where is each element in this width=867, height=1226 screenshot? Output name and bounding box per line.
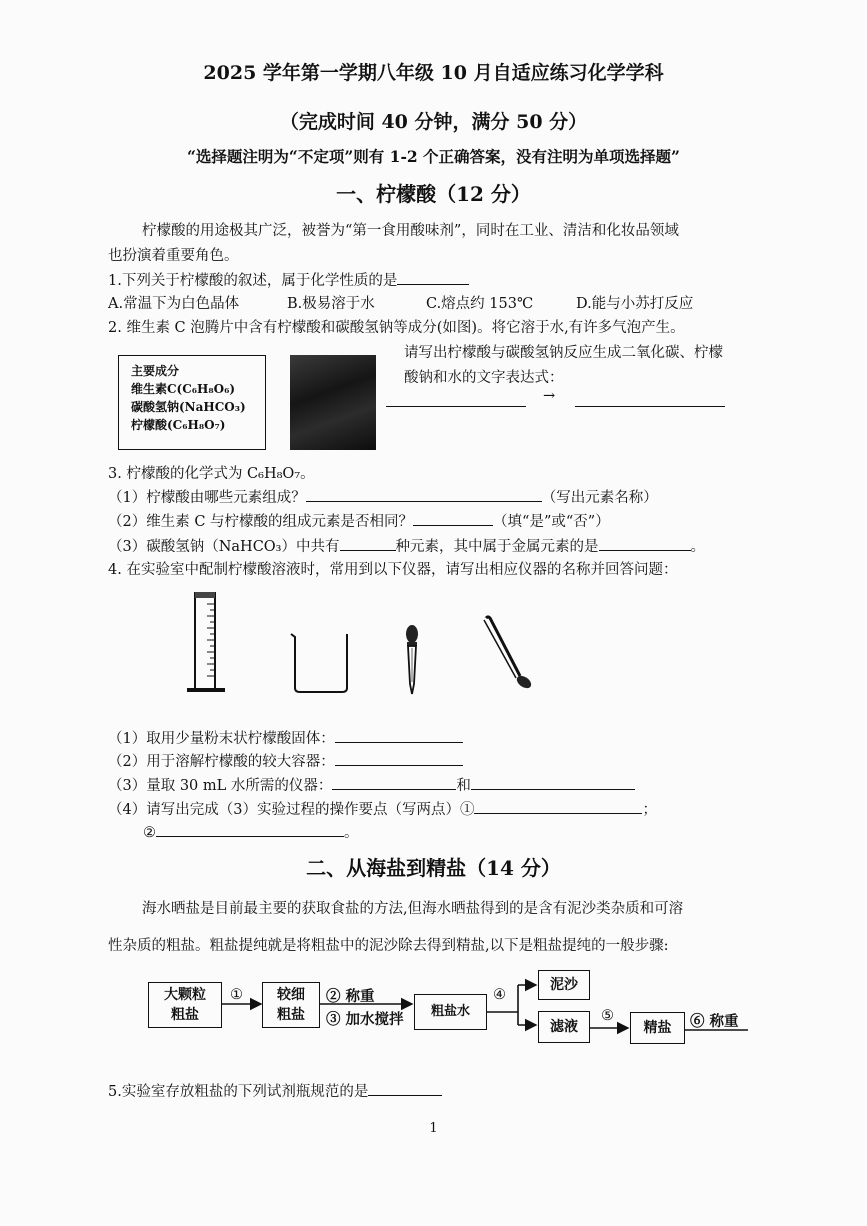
ingredient-citric-acid: 柠檬酸(C₆H₈O₇): [131, 418, 226, 432]
instructions-note: “选择题注明为“不定项”则有 1-2 个正确答案，没有注明为单项选择题”: [187, 147, 680, 166]
answer-blank-q5[interactable]: [368, 1081, 442, 1096]
q4-sub-3-text: （3）量取 30 mL 水所需的仪器：: [108, 778, 333, 794]
q3-sub-1-hint: （写出元素名称）: [541, 490, 658, 506]
question-5: [108, 1080, 442, 1101]
section-2-heading: 二、从海盐到精盐（14 分）: [306, 856, 561, 880]
flow-box-salt-water: 粗盐水: [414, 994, 487, 1030]
flow-box-coarse-salt-line1: 大颗粒: [164, 987, 206, 1003]
q1-option-d: D.能与小苏打反应: [576, 296, 694, 312]
q4-sub-1-text: （1）取用少量粉末状柠檬酸固体：: [108, 731, 335, 747]
flow-box-fine-salt-line2: 粗盐: [277, 1007, 305, 1023]
question-3-stem: 3. 柠檬酸的化学式为 C₆H₈O₇。: [108, 466, 315, 482]
q3-sub-3-end: 。: [690, 539, 705, 555]
q1-option-b: B.极易溶于水: [287, 296, 375, 312]
flow-box-coarse-salt: [148, 982, 222, 1028]
flow-box-fine-salt-line1: 较细: [277, 987, 305, 1003]
question-2-prompt-line1: 请写出柠檬酸与碳酸氢钠反应生成二氧化碳、柠檬: [404, 345, 723, 361]
q3-sub-3-text2: 种元素，其中属于金属元素的是: [395, 539, 599, 555]
flow-step-4: ④: [493, 987, 506, 1003]
q1-option-c: C.熔点约 153℃: [426, 296, 534, 312]
flow-box-fine-salt: [262, 982, 320, 1028]
q1-option-a: A.常温下为白色晶体: [108, 296, 240, 312]
flow-step-2-weigh: ② 称重: [326, 988, 375, 1005]
q4-sub-4-text: （4）请写出完成（3）实验过程的操作要点（写两点）①: [108, 802, 475, 818]
question-4-stem: 4. 在实验室中配制柠檬酸溶液时，常用到以下仪器，请写出相应仪器的名称并回答问题：: [108, 562, 678, 578]
question-5-stem: 5.实验室存放粗盐的下列试剂瓶规范的是: [108, 1084, 369, 1100]
q3-sub-2-text: （2）维生素 C 与柠檬酸的组成元素是否相同？: [108, 514, 414, 530]
flow-step-3-dissolve: ③ 加水搅拌: [326, 1011, 404, 1028]
q4-sub-3-and: 和: [456, 778, 471, 794]
q3-sub-3-text: （3）碳酸氢钠（NaHCO₃）中共有: [108, 539, 340, 555]
q4-sub-4-circle2: ②: [143, 825, 156, 841]
flow-box-sediment: 泥沙: [538, 970, 590, 1000]
question-2-stem: 2. 维生素 C 泡腾片中含有柠檬酸和碳酸氢钠等成分(如图)。将它溶于水,有许多气泡产生。: [108, 320, 685, 336]
question-2-prompt-line2: 酸钠和水的文字表达式：: [404, 370, 564, 386]
section-2-intro-line2: 性杂质的粗盐。粗盐提纯就是将粗盐中的泥沙除去得到精盐,以下是粗盐提纯的一般步骤:: [108, 938, 669, 954]
flow-step-5: ⑤: [601, 1008, 614, 1024]
ingredient-sodium-bicarbonate: 碳酸氢钠(NaHCO₃): [131, 400, 246, 414]
q3-sub-2-hint: （填“是”或“否”）: [493, 514, 610, 530]
page-subtitle: （完成时间 40 分钟，满分 50 分）: [279, 111, 588, 133]
section-1-intro-line2: 也扮演着重要角色。: [108, 248, 239, 264]
question-1-stem: 1.下列关于柠檬酸的叙述，属于化学性质的是: [108, 273, 398, 289]
flow-step-6-weigh: ⑥ 称重: [690, 1013, 739, 1030]
section-1-intro-line1: 柠檬酸的用途极其广泛，被誉为“第一食用酸味剂”，同时在工业、清洁和化妆品领域: [142, 223, 679, 239]
flow-box-coarse-salt-line2: 粗盐: [171, 1007, 199, 1023]
reaction-arrow: →: [543, 388, 556, 404]
flow-step-1: ①: [230, 987, 243, 1003]
section-1-heading: 一、柠檬酸（12 分）: [336, 182, 531, 206]
ingredient-vitamin-c: 维生素C(C₆H₈O₆): [131, 382, 236, 396]
q3-sub-1-text: （1）柠檬酸由哪些元素组成？: [108, 490, 306, 506]
flow-box-refined-salt: 精盐: [630, 1012, 685, 1044]
page-title: 2025 学年第一学期八年级 10 月自适应练习化学学科: [203, 62, 664, 84]
page-number: 1: [429, 1121, 438, 1136]
q4-sub-4-semicolon: ；: [642, 802, 657, 818]
q4-sub-4-end: 。: [344, 825, 359, 841]
ingredient-label-title: 主要成分: [131, 364, 180, 378]
q4-sub-2-text: （2）用于溶解柠檬酸的较大容器：: [108, 754, 335, 770]
section-2-intro-line1: 海水晒盐是目前最主要的获取食盐的方法,但海水晒盐得到的是含有泥沙类杂质和可溶: [142, 901, 684, 917]
flow-box-filtrate: 滤液: [538, 1011, 590, 1043]
